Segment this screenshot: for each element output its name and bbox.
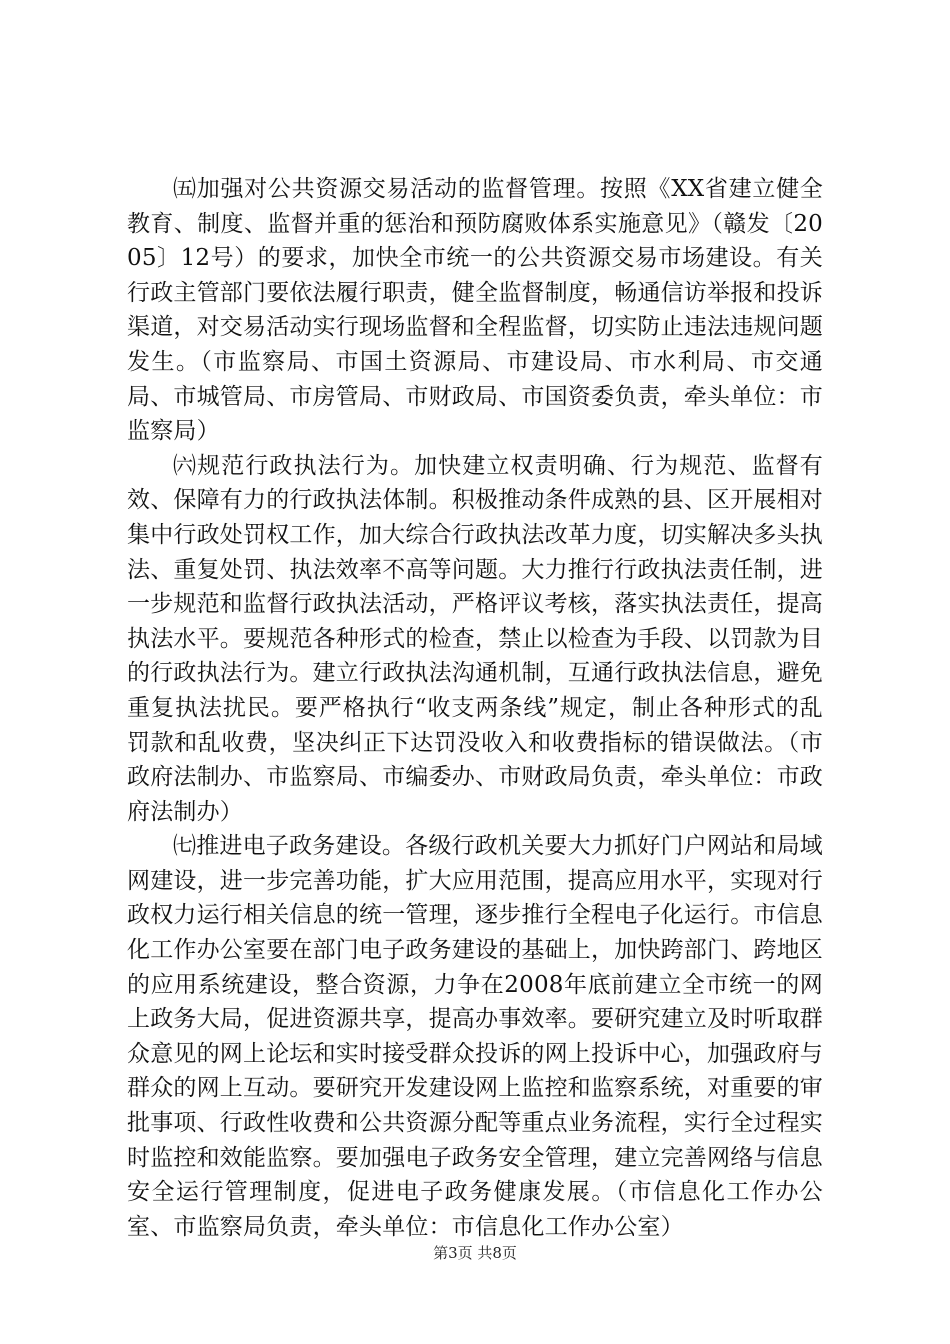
document-body [127, 172, 823, 1244]
page-number-footer: 第3页 共8页 [433, 1244, 517, 1262]
paragraph-administrative-enforcement: ㈥规范行政执法行为。加快建立权责明确、行为规范、监督有效、保障有力的行政执法体制。积极推动条件成熟的县、区开展相对集中行政处罚权工作，加大综合行政执法改革力度，切实解决多头执法、重复处罚、执法效率不高等问题。大力推行行政执法责任制，进一步规范和监督行政执法活动，严格评议考核，落实执法责任，提高执法水平。要规范各种形式的检查，禁止以检查为手段、以罚款为目的行政执法行为。建立行政执法沟通机制，互通行政执法信息，避免重复执法扰民。要严格执行“收支两条线”规定，制止各种形式的乱罚款和乱收费，坚决纠正下达罚没收入和收费指标的错误做法。（市政府法制办、市监察局、市编委办、市财政局负责，牵头单位：市政府法制办） [127, 452, 823, 825]
paragraph-public-resource-supervision: ㈤加强对公共资源交易活动的监督管理。按照《XX省建立健全教育、制度、监督并重的惩治和预防腐败体系实施意见》（赣发〔2005〕12号）的要求，加快全市统一的公共资源交易市场建设。有关行政主管部门要依法履行职责，健全监督制度，畅通信访举报和投诉渠道，对交易活动实行现场监督和全程监督，切实防止违法违规问题发生。（市监察局、市国土资源局、市建设局、市水利局、市交通局、市城管局、市房管局、市财政局、市国资委负责，牵头单位：市监察局） [127, 176, 823, 445]
paragraph-e-government: ㈦推进电子政务建设。各级行政机关要大力抓好门户网站和局域网建设，进一步完善功能，扩大应用范围，提高应用水平，实现对行政权力运行相关信息的统一管理，逐步推行全程电子化运行。市信息化工作办公室要在部门电子政务建设的基础上，加快跨部门、跨地区的应用系统建设，整合资源，力争在2008年底前建立全市统一的网上政务大局，促进资源共享，提高办事效率。要研究建立及时听取群众意见的网上论坛和实时接受群众投诉的网上投诉中心，加强政府与群众的网上互动。要研究开发建设网上监控和监察系统，对重要的审批事项、行政性收费和公共资源分配等重点业务流程，实行全过程实时监控和效能监察。要加强电子政务安全管理，建立完善网络与信息安全运行管理制度，促进电子政务健康发展。（市信息化工作办公室、市监察局负责，牵头单位：市信息化工作办公室） [127, 833, 823, 1240]
